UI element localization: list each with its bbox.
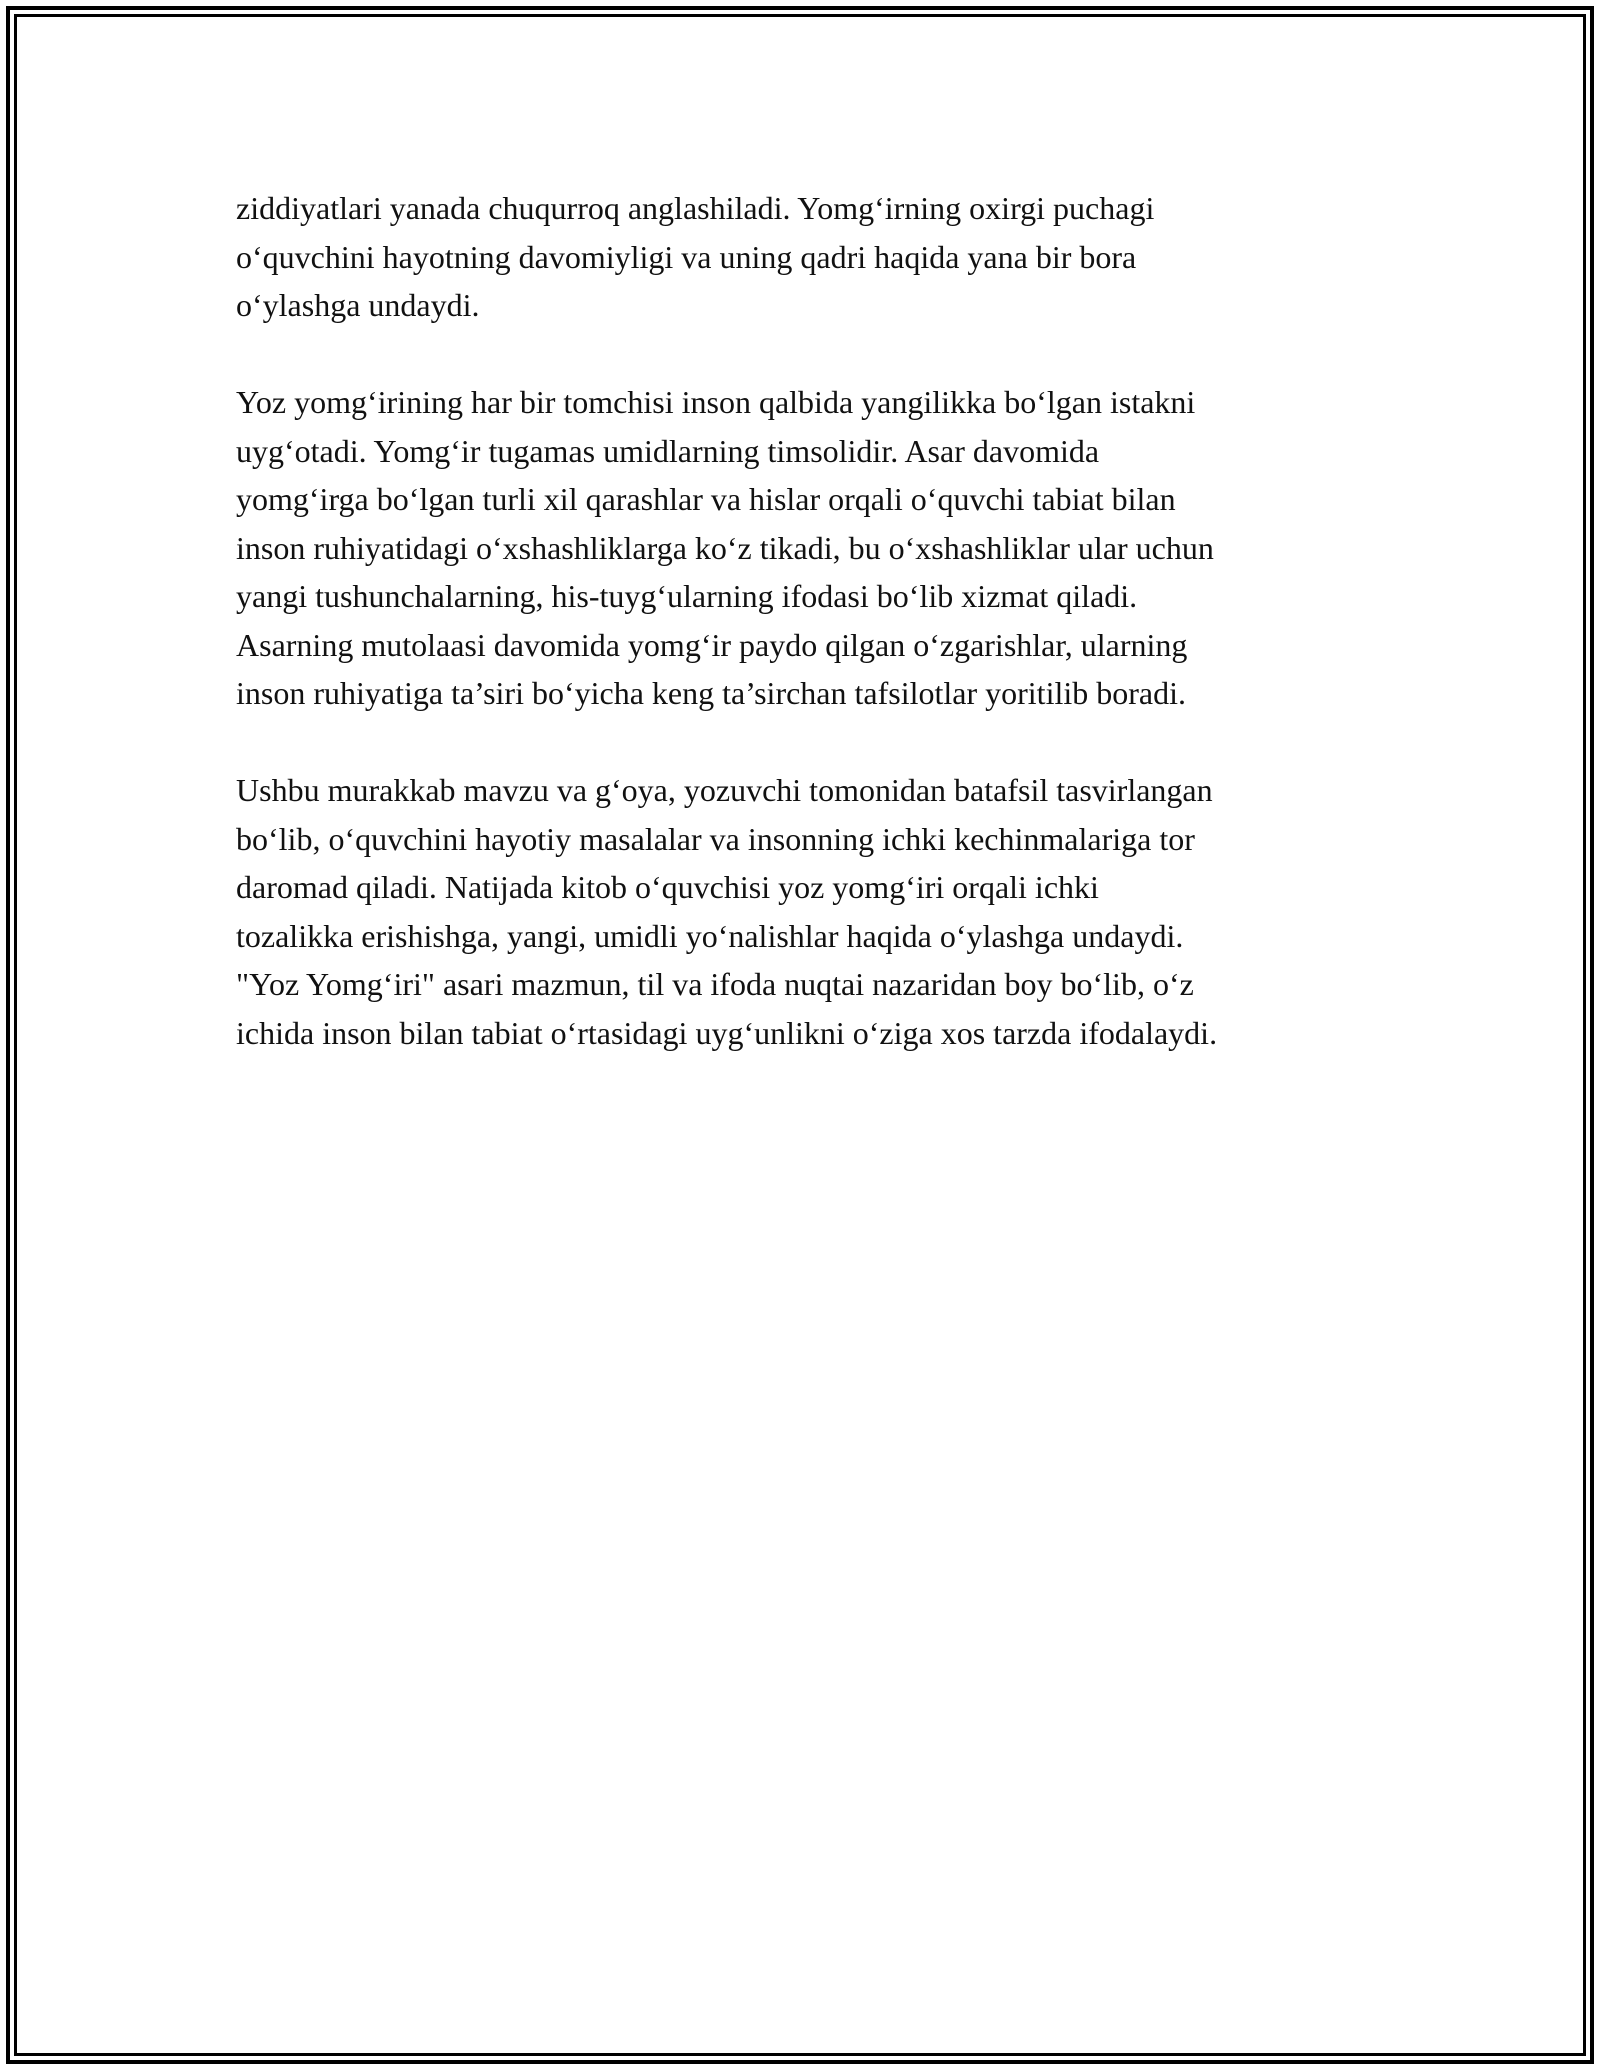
paragraph-3 — [236, 766, 1376, 1057]
text-line: ziddiyatlari yanada chuqurroq anglashiladi. Yomg‘irning oxirgi puchagi — [236, 190, 1155, 226]
document-body — [236, 184, 1376, 1106]
text-line: o‘ylashga undaydi. — [236, 287, 480, 323]
paragraph-1 — [236, 184, 1376, 330]
text-line: yangi tushunchalarning, his-tuyg‘ularning ifodasi bo‘lib xizmat qiladi. — [236, 578, 1138, 614]
text-line: daromad qiladi. Natijada kitob o‘quvchisi yoz yomg‘iri orqali ichki — [236, 869, 1099, 905]
text-line: ichida inson bilan tabiat o‘rtasidagi uyg‘unlikni o‘ziga xos tarzda ifodalaydi. — [236, 1014, 1218, 1051]
text-line: "Yoz Yomg‘iri" asari mazmun, til va ifoda nuqtai nazaridan boy bo‘lib, o‘z — [236, 966, 1194, 1002]
paragraph-2 — [236, 378, 1376, 718]
text-line: yomg‘irga bo‘lgan turli xil qarashlar va hislar orqali o‘quvchi tabiat bilan — [236, 481, 1176, 517]
text-line: Ushbu murakkab mavzu va g‘oya, yozuvchi tomonidan batafsil tasvirlangan — [236, 772, 1213, 808]
text-line: Asarning mutolaasi davomida yomg‘ir paydo qilgan o‘zgarishlar, ularning — [236, 626, 1188, 663]
text-line: bo‘lib, o‘quvchini hayotiy masalalar va insonning ichki kechinmalariga tor — [236, 820, 1195, 857]
text-line: Yoz yomg‘irining har bir tomchisi inson qalbida yangilikka bo‘lgan istakni — [236, 384, 1196, 420]
text-line: o‘quvchini hayotning davomiyligi va uning qadri haqida yana bir bora — [236, 238, 1137, 275]
text-line: inson ruhiyatiga ta’siri bo‘yicha keng ta’sirchan tafsilotlar yoritilib boradi. — [236, 675, 1186, 711]
text-line: tozalikka erishishga, yangi, umidli yo‘nalishlar haqida o‘ylashga undaydi. — [236, 917, 1184, 954]
text-line: uyg‘otadi. Yomg‘ir tugamas umidlarning timsolidir. Asar davomida — [236, 432, 1100, 469]
text-line: inson ruhiyatidagi o‘xshashliklarga ko‘z tikadi, bu o‘xshashliklar ular uchun — [236, 529, 1214, 566]
